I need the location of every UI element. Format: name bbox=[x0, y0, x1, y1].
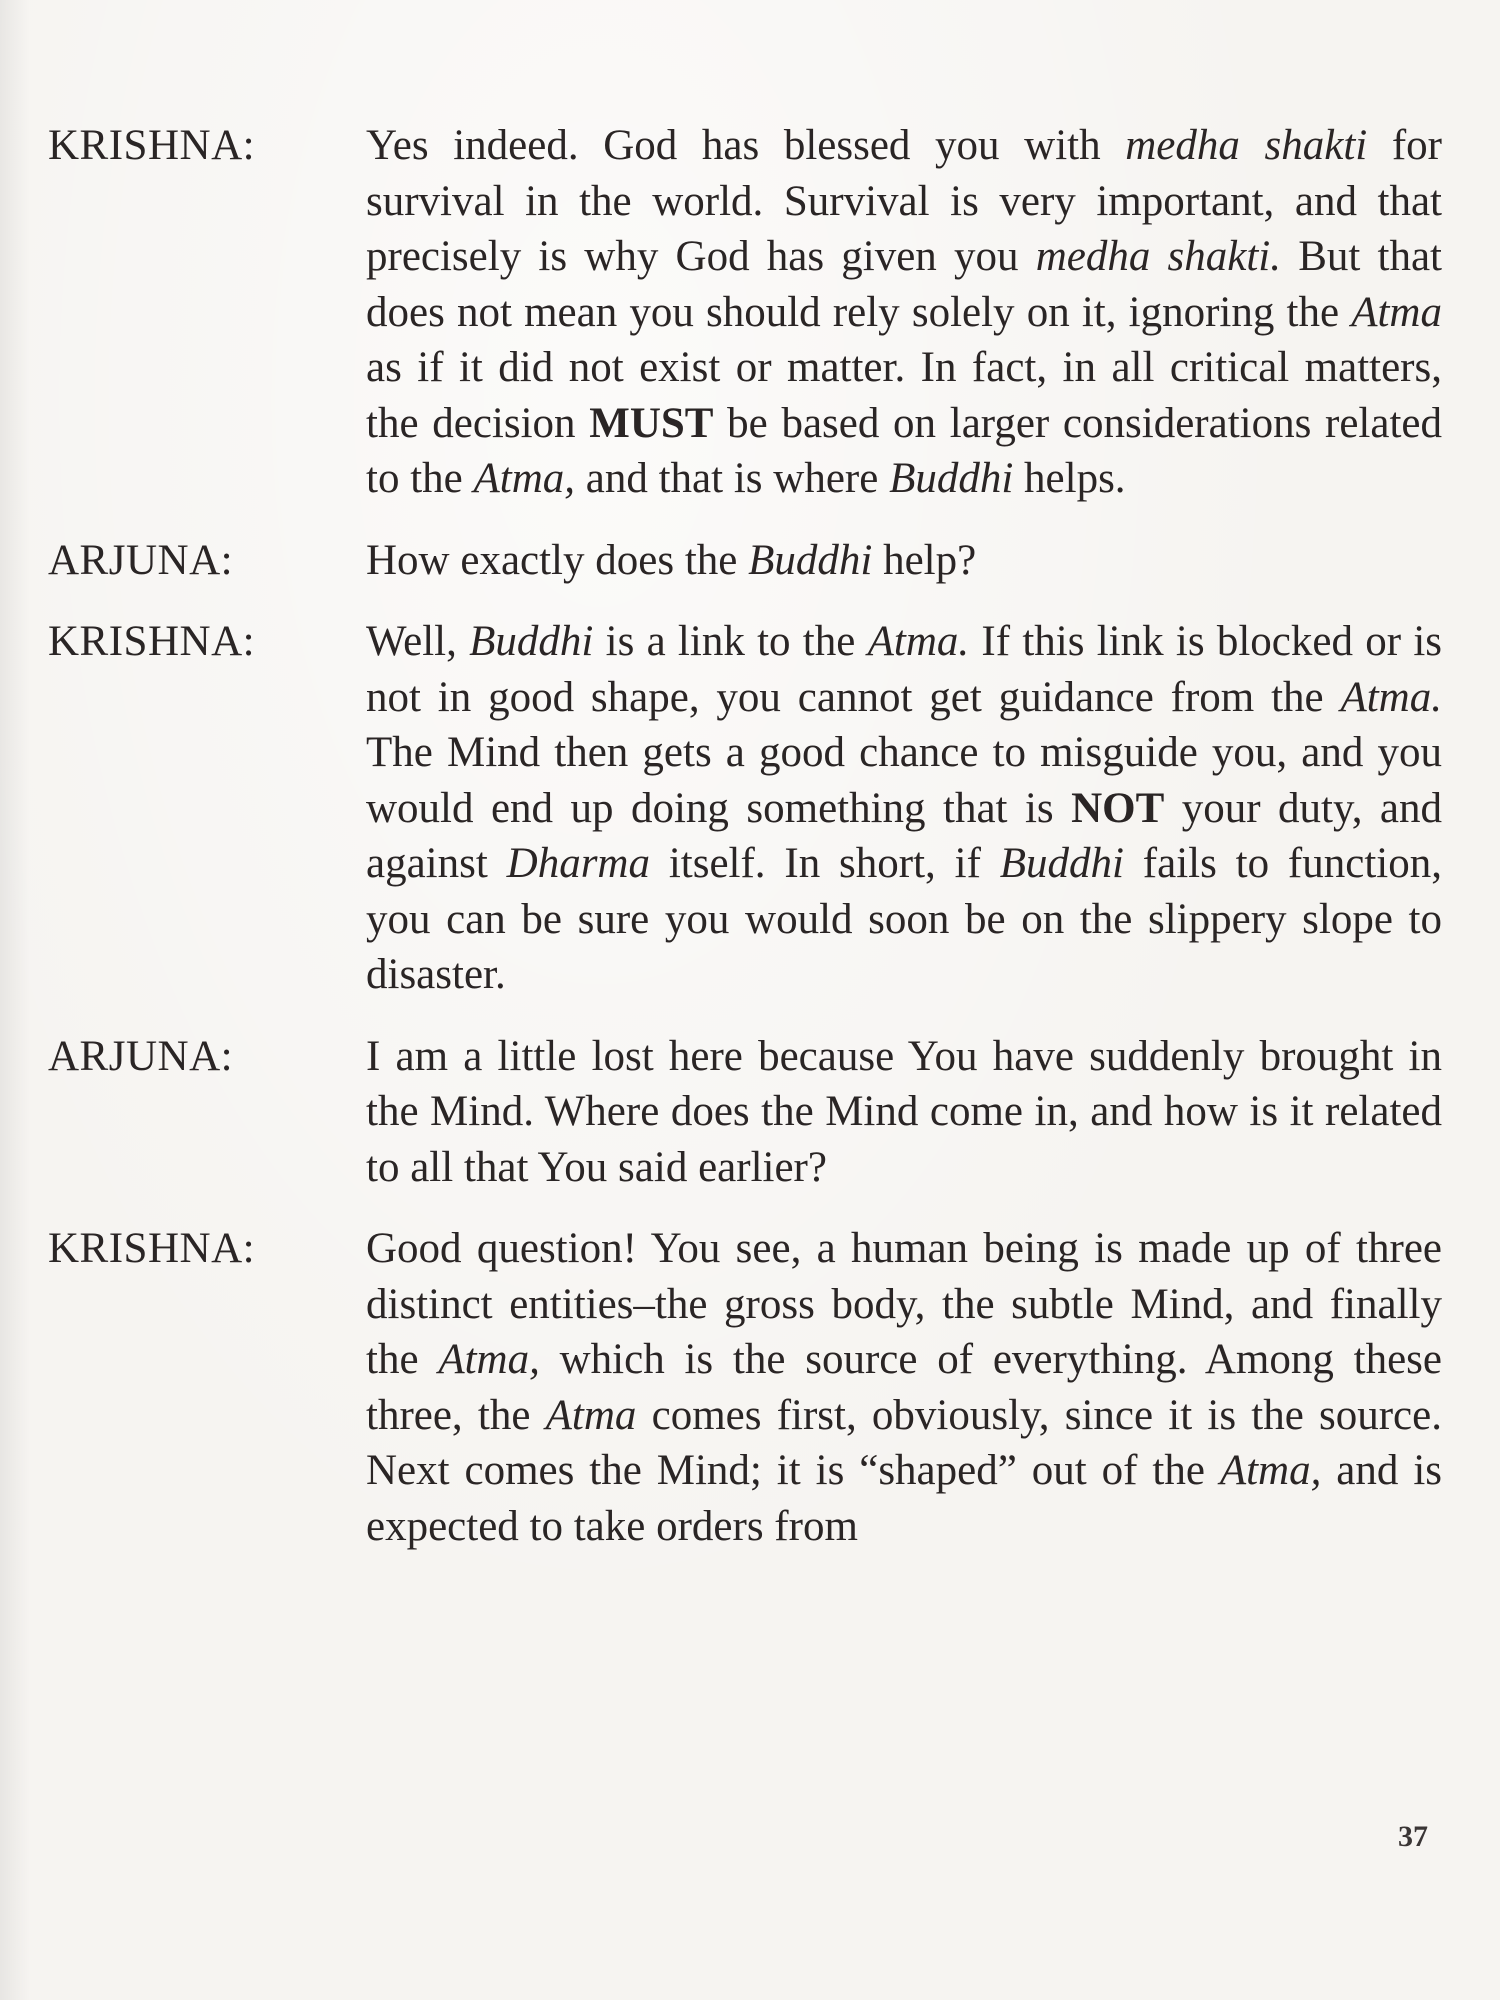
speech-segment-italic: Atma bbox=[1351, 288, 1442, 336]
speech-segment-italic: Dharma bbox=[506, 840, 650, 887]
dialogue bbox=[0, 118, 1500, 1580]
speech-text bbox=[366, 1221, 1442, 1554]
speech-segment-bold: NOT bbox=[1071, 784, 1165, 832]
speech-segment: How exactly does the bbox=[366, 536, 749, 584]
speech-segment: as if it did not exist or matter. In fact, in all critical matters, the decision bbox=[366, 344, 1442, 447]
speech-text bbox=[366, 533, 1442, 589]
speech-segment: comes first, obviously, since it is the source. Next comes the Mind; it is “shaped” out of the bbox=[366, 1391, 1442, 1494]
speaker-label: KRISHNA: bbox=[48, 618, 256, 665]
speech-segment: be based on larger considerations related to the bbox=[366, 399, 1442, 502]
speech-segment: The Mind then gets a good chance to misguide you, and you would end up doing something that is bbox=[366, 729, 1442, 832]
speech-segment: But that does not mean you should rely solely on it, ignoring the bbox=[366, 233, 1442, 336]
page-number: 37 bbox=[1398, 1820, 1428, 1853]
dialogue-turn bbox=[0, 1029, 1500, 1196]
speaker-label: ARJUNA: bbox=[48, 1032, 234, 1080]
speaker-label: KRISHNA: bbox=[48, 122, 256, 169]
dialogue-turn bbox=[0, 118, 1500, 507]
speech-segment-italic: Buddhi bbox=[999, 840, 1124, 887]
speech-segment-bold: MUST bbox=[589, 399, 714, 447]
speech-segment: Yes indeed. God has blessed you with bbox=[366, 122, 1126, 169]
speech-segment: Well, bbox=[366, 618, 470, 665]
speech-segment-italic: Atma. bbox=[1340, 673, 1442, 721]
speech-text bbox=[366, 118, 1442, 507]
speech-segment-italic: Atma, bbox=[438, 1336, 540, 1383]
speech-segment: and that is where bbox=[575, 455, 890, 502]
speech-segment: I am a little lost here because You have suddenly brought in the Mind. Where does the Mind come in, and how is it related to all that You said earlier? bbox=[366, 1032, 1442, 1191]
speech-segment: which is the source of everything. Among these three, the bbox=[366, 1336, 1442, 1439]
speech-segment-italic: medha shakti bbox=[1125, 122, 1368, 169]
speech-segment: Good question! You see, a human being is made up of three distinct entities–the gross body, the subtle Mind, and finally the bbox=[366, 1225, 1442, 1383]
speech-segment-italic: Buddhi bbox=[748, 536, 873, 584]
speech-segment-italic: Atma, bbox=[1219, 1447, 1322, 1494]
speech-text bbox=[366, 1029, 1442, 1196]
speech-segment-italic: medha shakti. bbox=[1035, 233, 1281, 280]
speech-segment: fails to function, you can be sure you would soon be on the slippery slope to disaster. bbox=[366, 840, 1442, 998]
speech-segment: your duty, and against bbox=[366, 784, 1442, 887]
speech-segment: help? bbox=[872, 536, 977, 584]
speaker-label: ARJUNA: bbox=[48, 536, 234, 584]
speech-segment: itself. In short, if bbox=[649, 840, 1000, 887]
speech-text bbox=[366, 614, 1442, 1003]
speech-segment: and is expected to take orders from bbox=[366, 1447, 1442, 1550]
speech-segment-italic: Buddhi bbox=[889, 455, 1014, 502]
speech-segment-italic: Buddhi bbox=[469, 618, 594, 665]
speech-segment: is a link to the bbox=[593, 618, 868, 665]
speech-segment-italic: Atma, bbox=[473, 455, 576, 502]
speech-segment: helps. bbox=[1013, 455, 1126, 502]
dialogue-turn bbox=[0, 1221, 1500, 1554]
dialogue-turn bbox=[0, 533, 1500, 589]
speech-segment-italic: Atma bbox=[545, 1391, 637, 1439]
speaker-label: KRISHNA: bbox=[48, 1225, 256, 1272]
speech-segment-italic: Atma. bbox=[867, 618, 970, 665]
dialogue-turn bbox=[0, 614, 1500, 1003]
speech-segment: for survival in the world. Survival is very important, and that precisely is why God has given you bbox=[366, 122, 1443, 280]
speech-segment: If this link is blocked or is not in good shape, you cannot get guidance from the bbox=[366, 618, 1442, 721]
